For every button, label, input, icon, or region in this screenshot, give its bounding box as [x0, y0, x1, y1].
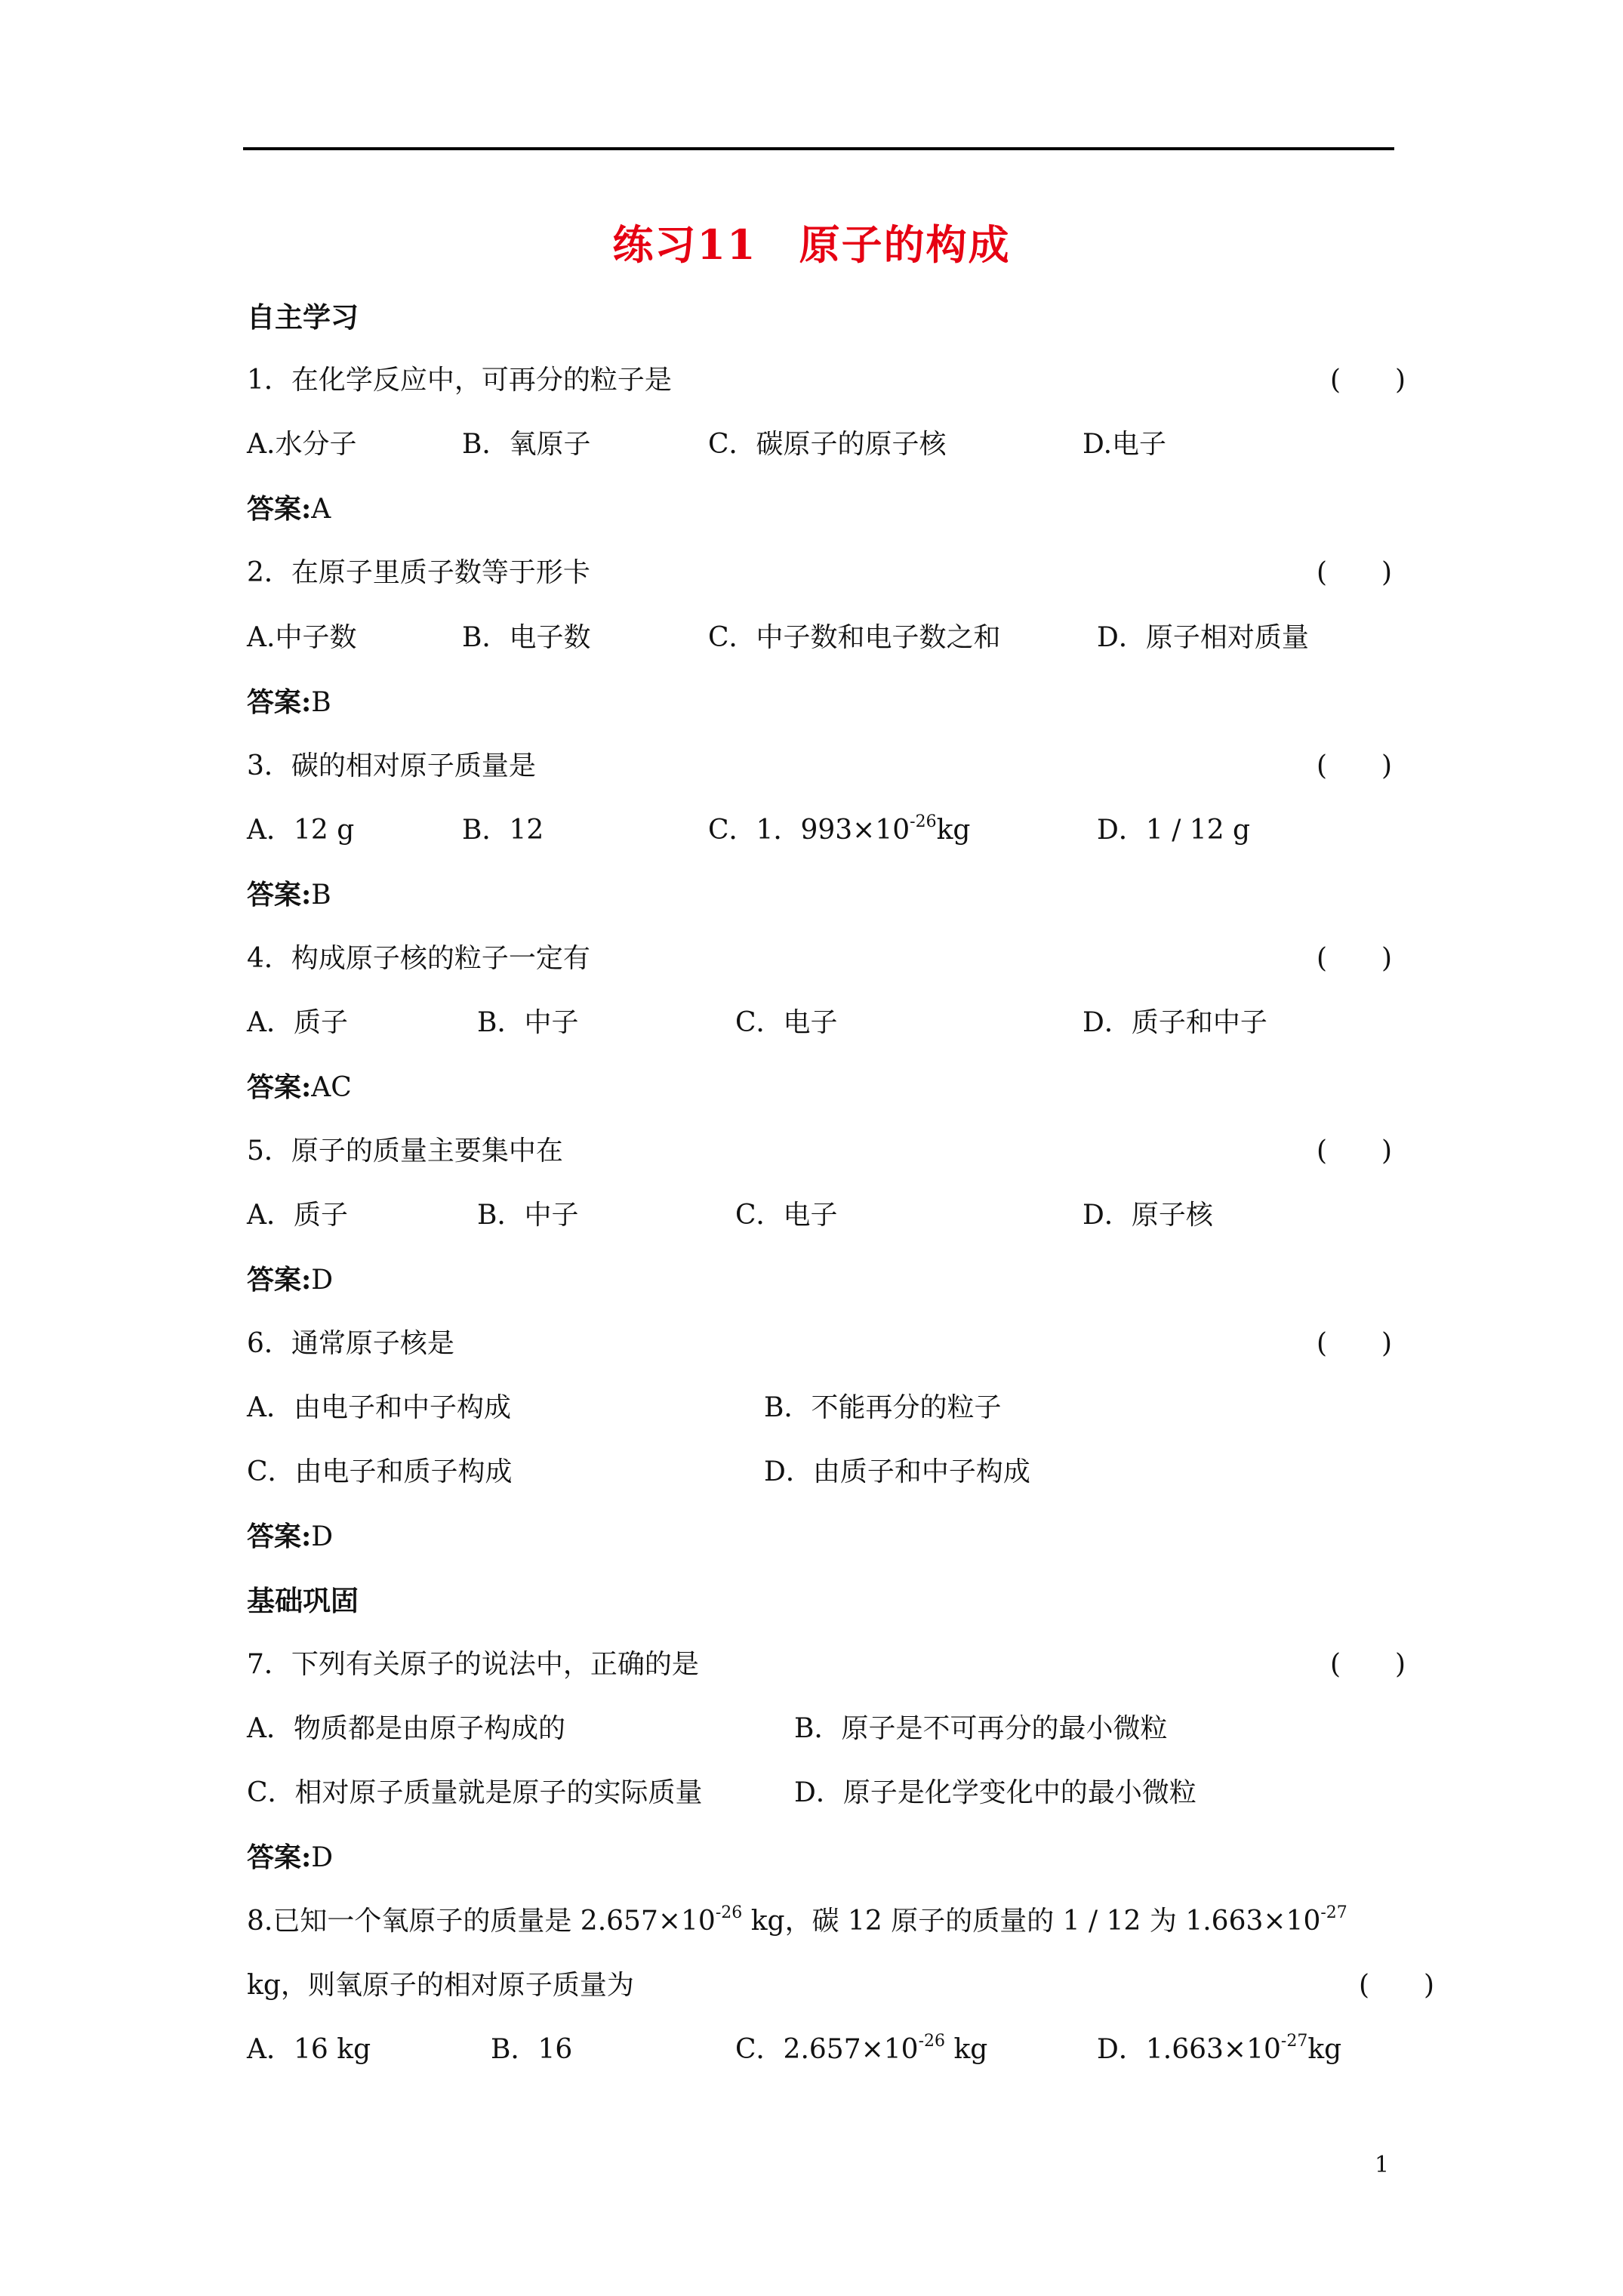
q3-option-a: A．12 g	[247, 815, 355, 846]
question-8-stem-line1: 8.已知一个氧原子的质量是 $2.657\times 10^{-26}$ kg，碳 12 原子的质量的 1 / 12 为 $1.663\times 10^{-27}$	[247, 1903, 1347, 1937]
page-title	[0, 213, 1623, 271]
page-number: 1	[1375, 2152, 1390, 2178]
q5-option-d: D．原子核	[1083, 1200, 1213, 1231]
q3-option-c: C．1．$993\times 10^{-26}kg$	[708, 812, 971, 846]
q6-option-d: D．由质子和中子构成	[764, 1456, 1030, 1487]
q6-option-b: B．不能再分的粒子	[764, 1392, 1002, 1423]
q5-option-a: A．质子	[247, 1200, 348, 1231]
question-7-stem: 7．下列有关原子的说法中，正确的是	[247, 1649, 699, 1680]
q1-option-c: C．碳原子的原子核	[708, 429, 947, 460]
q6-option-c: C．由电子和质子构成	[247, 1456, 513, 1487]
answer-blank: ( )	[1317, 750, 1393, 781]
q2-option-d: D．原子相对质量	[1097, 622, 1309, 653]
answer-blank: ( )	[1317, 557, 1393, 588]
answer-blank: ( )	[1359, 1970, 1435, 2001]
question-1-stem: 1．在化学反应中，可再分的粒子是	[247, 365, 672, 396]
header-rule	[243, 147, 1394, 150]
q1-option-d: D.电子	[1083, 429, 1167, 460]
answer-blank: ( )	[1330, 1649, 1406, 1680]
q2-option-c: C．中子数和电子数之和	[708, 622, 1001, 653]
q4-answer: 答案:AC	[247, 1071, 352, 1103]
section-heading: 基础巩固	[247, 1584, 359, 1617]
q6-answer: 答案:D	[247, 1521, 334, 1552]
q7-option-c: C．相对原子质量就是原子的实际质量	[247, 1777, 703, 1808]
q5-option-b: B．中子	[477, 1200, 579, 1231]
q5-answer: 答案:D	[247, 1264, 334, 1296]
q7-option-a: A．物质都是由原子构成的	[247, 1713, 565, 1744]
section-heading: 自主学习	[247, 300, 359, 334]
q3-option-b: B．12	[462, 815, 544, 846]
q8-option-a: A．16 kg	[247, 2034, 371, 2065]
question-3-stem: 3．碳的相对原子质量是	[247, 750, 536, 781]
q1-option-a: A.水分子	[247, 429, 357, 460]
title-text: 原子的构成	[799, 220, 1011, 269]
q8-option-d: D．$1.663\times 10^{-27}kg$	[1097, 2032, 1342, 2065]
q4-option-c: C．电子	[735, 1007, 838, 1038]
question-2-stem: 2．在原子里质子数等于形卡	[247, 557, 590, 588]
q7-answer: 答案:D	[247, 1841, 334, 1873]
q2-answer: 答案:B	[247, 686, 331, 718]
q2-option-b: B．电子数	[462, 622, 591, 653]
q4-option-a: A．质子	[247, 1007, 348, 1038]
q4-option-b: B．中子	[477, 1007, 579, 1038]
q1-option-b: B．氧原子	[462, 429, 591, 460]
question-4-stem: 4．构成原子核的粒子一定有	[247, 943, 590, 974]
q5-option-c: C．电子	[735, 1200, 838, 1231]
answer-blank: ( )	[1330, 365, 1406, 396]
q8-option-b: B．16	[491, 2034, 573, 2065]
q8-option-c: C．$2.657\times 10^{-26}$ kg	[735, 2032, 988, 2065]
title-number: 练习11	[612, 220, 757, 269]
q3-option-d: D．1 / 12 g	[1097, 815, 1251, 846]
q7-option-b: B．原子是不可再分的最小微粒	[794, 1713, 1168, 1744]
q1-answer: 答案:A	[247, 493, 331, 525]
q2-option-a: A.中子数	[247, 622, 357, 653]
q4-option-d: D．质子和中子	[1083, 1007, 1267, 1038]
answer-blank: ( )	[1317, 1136, 1393, 1166]
question-5-stem: 5．原子的质量主要集中在	[247, 1136, 563, 1166]
question-8-stem-line2: kg，则氧原子的相对原子质量为	[247, 1970, 634, 2001]
question-6-stem: 6．通常原子核是	[247, 1328, 454, 1359]
q6-option-a: A．由电子和中子构成	[247, 1392, 511, 1423]
q3-answer: 答案:B	[247, 879, 331, 911]
answer-blank: ( )	[1317, 1328, 1393, 1359]
q7-option-d: D．原子是化学变化中的最小微粒	[794, 1777, 1196, 1808]
answer-blank: ( )	[1317, 943, 1393, 974]
